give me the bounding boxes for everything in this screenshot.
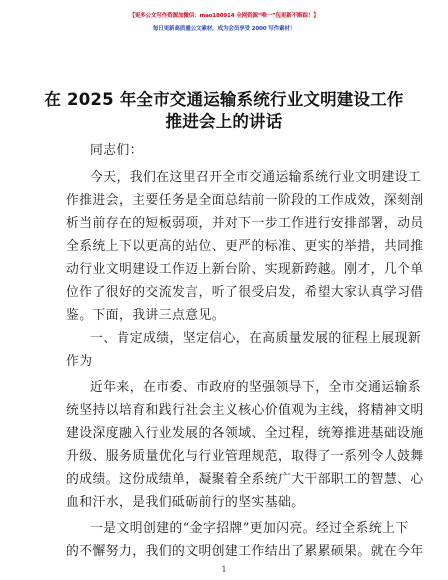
paragraph-line: 血和汗水，是我们砥砺前行的坚实基础。 bbox=[66, 495, 305, 510]
paragraph-line: 的不懈努力，我们的文明创建工作结出了累累硕果。就在今年 bbox=[66, 544, 424, 559]
paragraph-line: 升级、服务质量优化与行业管理规范，取得了一系列令人鼓舞 bbox=[66, 449, 424, 464]
paragraph-line: 位作了很好的交流发言，听了很受启发，希望大家认真学习借 bbox=[66, 285, 424, 300]
paragraph-line: 作推进会，主要任务是全面总结前一阶段的工作成效，深刻剖 bbox=[66, 193, 424, 208]
paragraph-line: 近年来，在市委、市政府的坚强领导下，全市交通运输系 bbox=[90, 380, 422, 395]
paragraph-line: 全系统上下以更高的站位、更严的标准、更实的举措，共同推 bbox=[66, 239, 424, 254]
paragraph-line: 建设深度融入行业发展的各领域、全过程，统筹推进基础设施 bbox=[66, 426, 424, 441]
paragraph-line: 的成绩。这份成绩单，凝聚着全系统广大干部职工的智慧、心 bbox=[66, 472, 424, 487]
section-heading: 作为 bbox=[66, 354, 93, 369]
paragraph-line: 一是文明创建的“金字招牌”更加闪亮。经过全系统上下 bbox=[90, 521, 409, 536]
paragraph-line: 鉴。下面，我讲三点意见。 bbox=[66, 308, 225, 323]
page-number: 1 bbox=[221, 565, 227, 574]
section-heading: 一、肯定成绩，坚定信心，在高质量发展的征程上展现新 bbox=[90, 331, 422, 346]
document-title-line-2: 推进会上的讲话 bbox=[165, 112, 283, 131]
paragraph-line: 统坚持以培育和践行社会主义核心价值观为主线，将精神文明 bbox=[66, 403, 424, 418]
promo-banner-line-2: 每日更新高质量公文素材，成为会员享受 2000 写作素材！ bbox=[152, 26, 296, 32]
paragraph-line: 析当前存在的短板弱项，并对下一步工作进行安排部署，动员 bbox=[66, 216, 424, 231]
paragraph-line: 动行业文明建设工作迈上新台阶、实现新跨越。刚才，几个单 bbox=[66, 262, 424, 277]
paragraph-line: 今天，我们在这里召开全市交通运输系统行业文明建设工 bbox=[90, 170, 422, 185]
document-title-line-1: 在 2025 年全市交通运输系统行业文明建设工作 bbox=[44, 90, 404, 109]
salutation: 同志们： bbox=[90, 143, 143, 158]
promo-banner-line-1: 【更多公文写作资源加微信：mao180914 全网资源“唯一”包更新不断踪！】 bbox=[129, 13, 319, 19]
